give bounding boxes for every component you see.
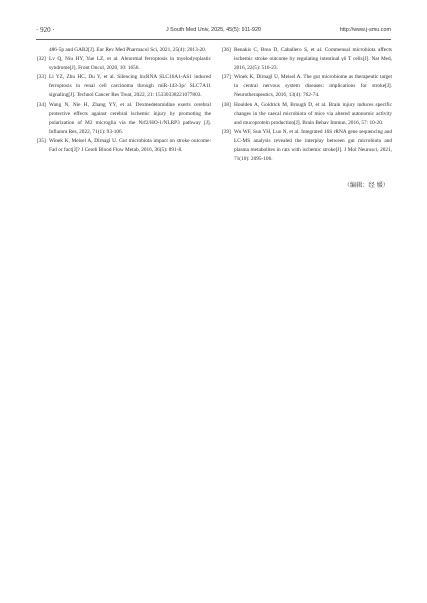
reference-item [37,55,211,73]
reference-text: Winek K, Dirnagl U, Meisel A. The gut microbiome as therapeutic target in central nervous system diseases: implications for stroke[J]. Neurotherapeutics, 2016, 13(4): 762-74. [234,74,392,99]
reference-number: [35] [37,137,46,144]
reference-number: [39] [222,128,231,135]
reference-item [222,73,392,100]
reference-text: Lv Q, Niu HY, Yue LZ, et al. Abnormal ferroptosis in myelodysplastic syndrome[J]. Front Oncol, 2020, 10: 1656. [49,56,211,72]
reference-number: [36] [222,47,231,53]
references-left-column [37,46,211,155]
header-divider [36,39,391,40]
reference-text: Li YZ, Zhu HC, Du Y, et al. Silencing lncRNA SLC16A1-AS1 induced ferroptosis in renal cell carcinoma through miR-143-3p/ SLC7A11 signaling[J]. Technol Cancer Res Treat, 2022, 21: 15330338221077803. [49,74,211,99]
reference-text: 486-5p and GAB2[J]. Eur Rev Med Pharmacol Sci, 2021, 25(4): 2013-20. [49,47,207,53]
reference-item [37,46,211,55]
reference-number: [34] [37,101,46,108]
reference-text: Houlden A, Goldrick M, Brough D, et al. Brain injury induces specific changes in the caecal microbiota of mice via altered autonomic activity and mucoprotein production[J]. Brain Behav Immun, 2016, 57: 10-20. [234,101,392,126]
reference-number: [38] [222,101,231,108]
reference-item [222,128,392,164]
reference-number: [37] [222,74,231,81]
reference-item [222,46,392,73]
reference-item [37,73,211,100]
journal-url[interactable]: http://www.j-smu.com [339,27,391,33]
reference-text: Wu WF, Sun YH, Luo N, et al. Integrated 16S rRNA gene sequencing and LC-MS analysis revealed the interplay between gut microbiota and plasma metabolites in rats with ischemic stroke[J]. J Mol Neurosci, 2021, 71(10): 2095-106. [234,128,392,163]
reference-text: Winek K, Meisel A, Dirnagl U. Gut microbiota impact on stroke outcome: Fad or fact[J]? J Cereb Blood Flow Metab, 2016, 36(5): 891-8. [49,137,211,154]
reference-number: [32] [37,56,46,63]
page-number: · 920 · [36,26,55,34]
references-right-column [222,46,392,164]
reference-item [37,137,211,155]
reference-item [37,101,211,137]
reference-text: Wang N, Nie H, Zhang YY, et al. Dexmedetomidine exerts cerebral protective effects against cerebral ischemic injury by promoting the polarization of M2 microglia via the Nrf2/HO-1/NLRP3 pathway [J]. Inflamm Res, 2022, 71(1): 93-106. [49,101,211,135]
journal-citation: J South Med Univ, 2025, 45(5): 911-920 [165,27,262,33]
reference-text: Benakis C, Brea D, Caballero S, et al. Commensal microbiota affects ischemic stroke outcome by regulating intestinal γδ T cells[J]. Nat Med, 2016, 22(5): 516-23. [234,47,392,72]
reference-item [222,101,392,128]
running-header [36,24,391,37]
reference-number: [33] [37,74,46,81]
editor-note: （编辑：经 媛） [343,182,389,189]
